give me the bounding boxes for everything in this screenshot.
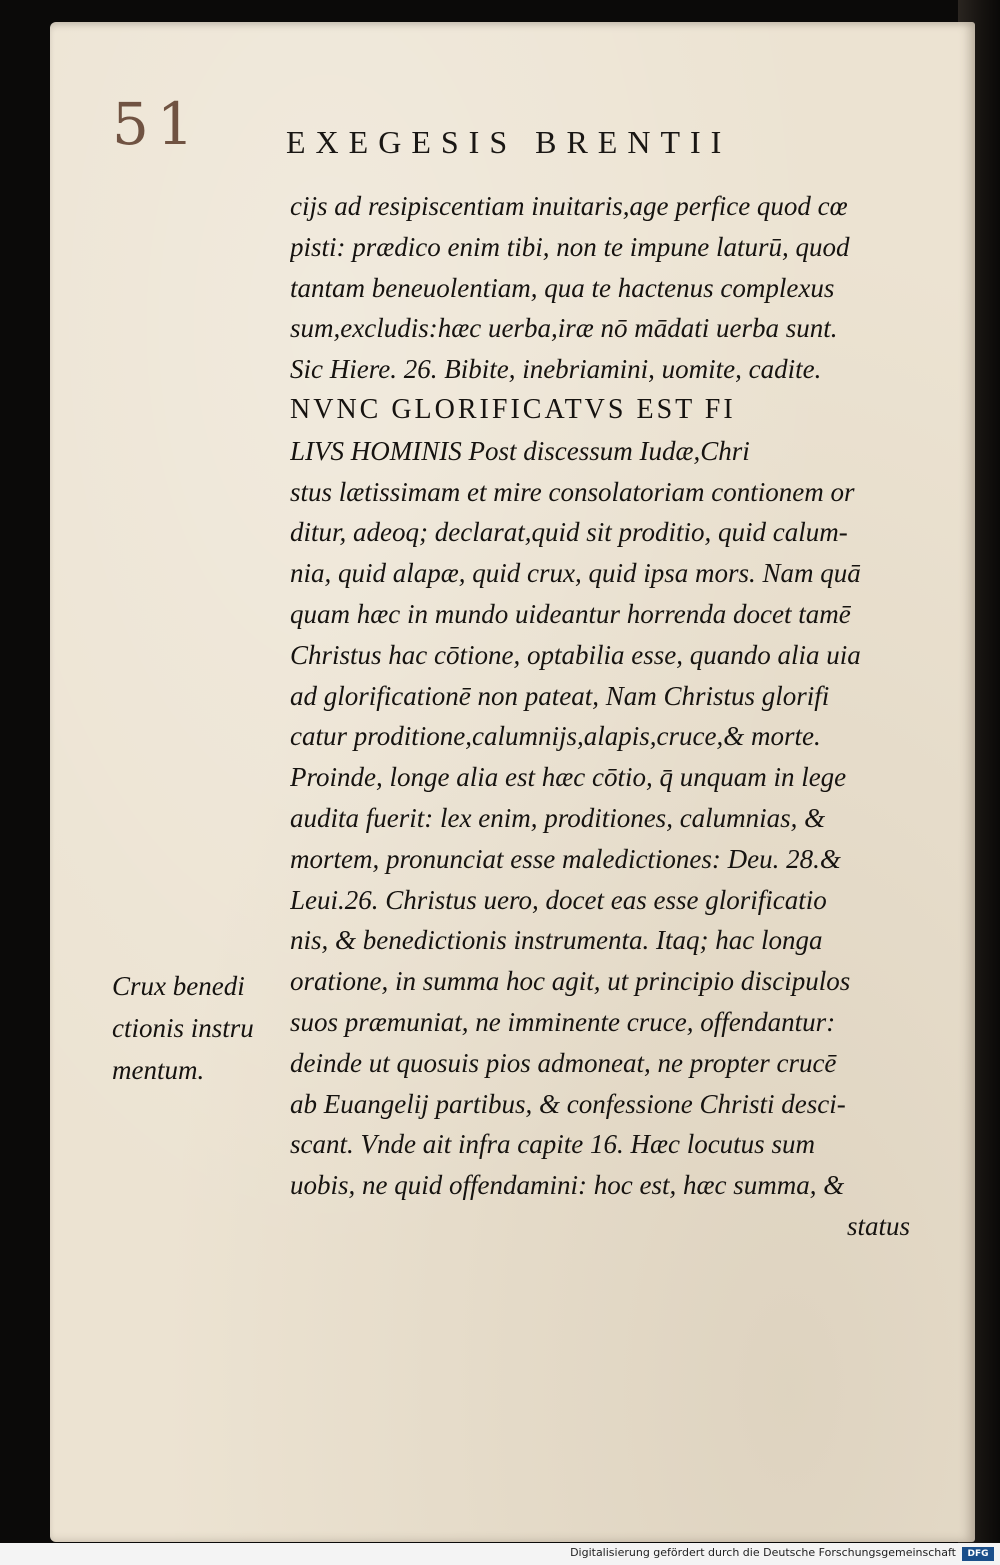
- text-line: cijs ad resipiscentiam inuitaris,age perfice quod cœ: [290, 191, 848, 221]
- text-line: pisti: prædico enim tibi, non te impune laturū, quod: [290, 231, 850, 262]
- text-line: audita fuerit: lex enim, proditiones, calumnias, &: [290, 802, 826, 833]
- text-line: Christus hac cōtione, optabilia esse, quando alia uia: [290, 639, 861, 670]
- text-line: nis, & benedictionis instrumenta. Itaq; hac longa: [290, 925, 823, 956]
- text-line: Sic Hiere. 26. Bibite, inebriamini, uomite, cadite.: [290, 354, 822, 385]
- text-line: scant. Vnde ait infra capite 16. Hæc locutus sum: [290, 1129, 815, 1160]
- text-line: Proinde, longe alia est hæc cōtio, q̄ unquam in lege: [290, 762, 847, 793]
- marginal-note-line: Crux benedi: [112, 971, 245, 1001]
- text-line: sum,excludis:hæc uerba,iræ nō mādati uerba sunt.: [290, 313, 838, 344]
- text-line: Leui.26. Christus uero, docet eas esse glorificatio: [290, 884, 827, 915]
- text-line: oratione, in summa hoc agit, ut principio discipulos: [290, 966, 851, 997]
- text-line: uobis, ne quid offendamini: hoc est, hæc summa, &: [290, 1170, 845, 1201]
- text-line: ad glorificationē non pateat, Nam Christus glorifi: [290, 680, 830, 711]
- folio-number: 51: [112, 90, 202, 158]
- text-line: stus lætissimam et mire consolatoriam contionem or: [290, 476, 855, 507]
- footer-bar: [0, 1543, 1000, 1565]
- text-line: ditur, adeoq; declarat,quid sit proditio, quid calum-: [290, 517, 848, 548]
- text-line: suos præmuniat, ne imminente cruce, offendantur:: [290, 1006, 836, 1037]
- main-text-block: [290, 186, 920, 1247]
- text-line: nia, quid alapæ, quid crux, quid ipsa mors. Nam quā: [290, 558, 861, 589]
- running-head: EXEGESIS BRENTII: [286, 124, 732, 160]
- text-line: mortem, pronunciat esse maledictiones: Deu. 28.&: [290, 843, 841, 874]
- text-line: LIVS HOMINIS Post discessum Iudæ,Chri: [290, 435, 750, 466]
- dfg-logo: DFG: [962, 1547, 994, 1561]
- text-line: deinde ut quosuis pios admoneat, ne propter crucē: [290, 1047, 837, 1078]
- footer-credit: Digitalisierung gefördert durch die Deutsche Forschungsgemeinschaft: [570, 1546, 956, 1559]
- text-line: ab Euangelij partibus, & confessione Christi desci-: [290, 1088, 846, 1119]
- catchword: status: [846, 1210, 910, 1241]
- text-line: quam hæc in mundo uideantur horrenda docet tamē: [290, 598, 851, 629]
- text-line: catur proditione,calumnijs,alapis,cruce,& morte.: [290, 721, 821, 752]
- marginal-note: [112, 965, 282, 1091]
- marginal-note-line: ctionis instru: [112, 1013, 254, 1043]
- text-line: tantam beneuolentiam, qua te hactenus complexus: [290, 272, 835, 303]
- section-heading-line: NVNC GLORIFICATVS EST FI: [290, 393, 736, 425]
- marginal-note-line: mentum.: [112, 1055, 205, 1085]
